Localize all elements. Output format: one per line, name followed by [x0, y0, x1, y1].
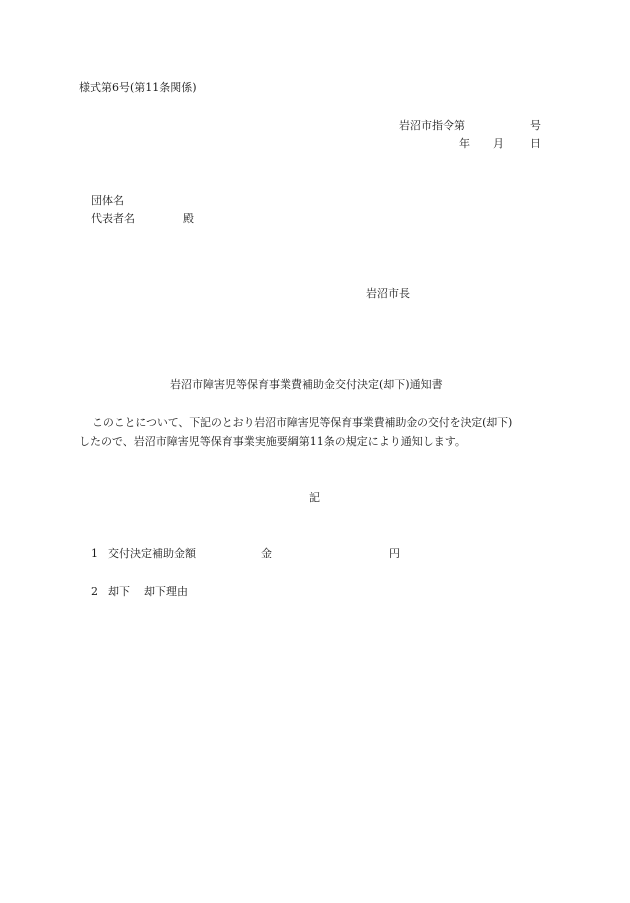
body-line-2: したので、岩沼市障害児等保育事業実施要綱第11条の規定により通知します。 — [79, 435, 466, 448]
item-2-reason: 却下理由 — [144, 585, 188, 598]
item-2-number: 2 — [91, 585, 98, 598]
issue-day: 日 — [530, 137, 541, 150]
item-1-label: 交付決定補助金額 — [108, 547, 196, 560]
addressee-org-label: 団体名 — [91, 194, 124, 207]
item-1-number: 1 — [91, 547, 98, 560]
issue-year: 年 — [459, 137, 470, 150]
issue-number-suffix: 号 — [530, 119, 541, 132]
body-line-1: このことについて、下記のとおり岩沼市障害児等保育事業費補助金の交付を決定(却下) — [92, 416, 513, 429]
item-1-kin: 金 — [261, 547, 272, 560]
addressee-honorific: 殿 — [183, 212, 194, 225]
item-1-yen: 円 — [389, 547, 400, 560]
form-label: 様式第6号(第11条関係) — [79, 81, 197, 94]
ki-heading: 記 — [309, 491, 320, 504]
addressee-rep-label: 代表者名 — [91, 212, 135, 225]
issue-number-prefix: 岩沼市指令第 — [399, 119, 465, 132]
document-title: 岩沼市障害児等保育事業費補助金交付決定(却下)通知書 — [170, 378, 443, 391]
sender: 岩沼市長 — [366, 287, 410, 300]
item-2-label: 却下 — [108, 585, 130, 598]
issue-month: 月 — [493, 137, 504, 150]
